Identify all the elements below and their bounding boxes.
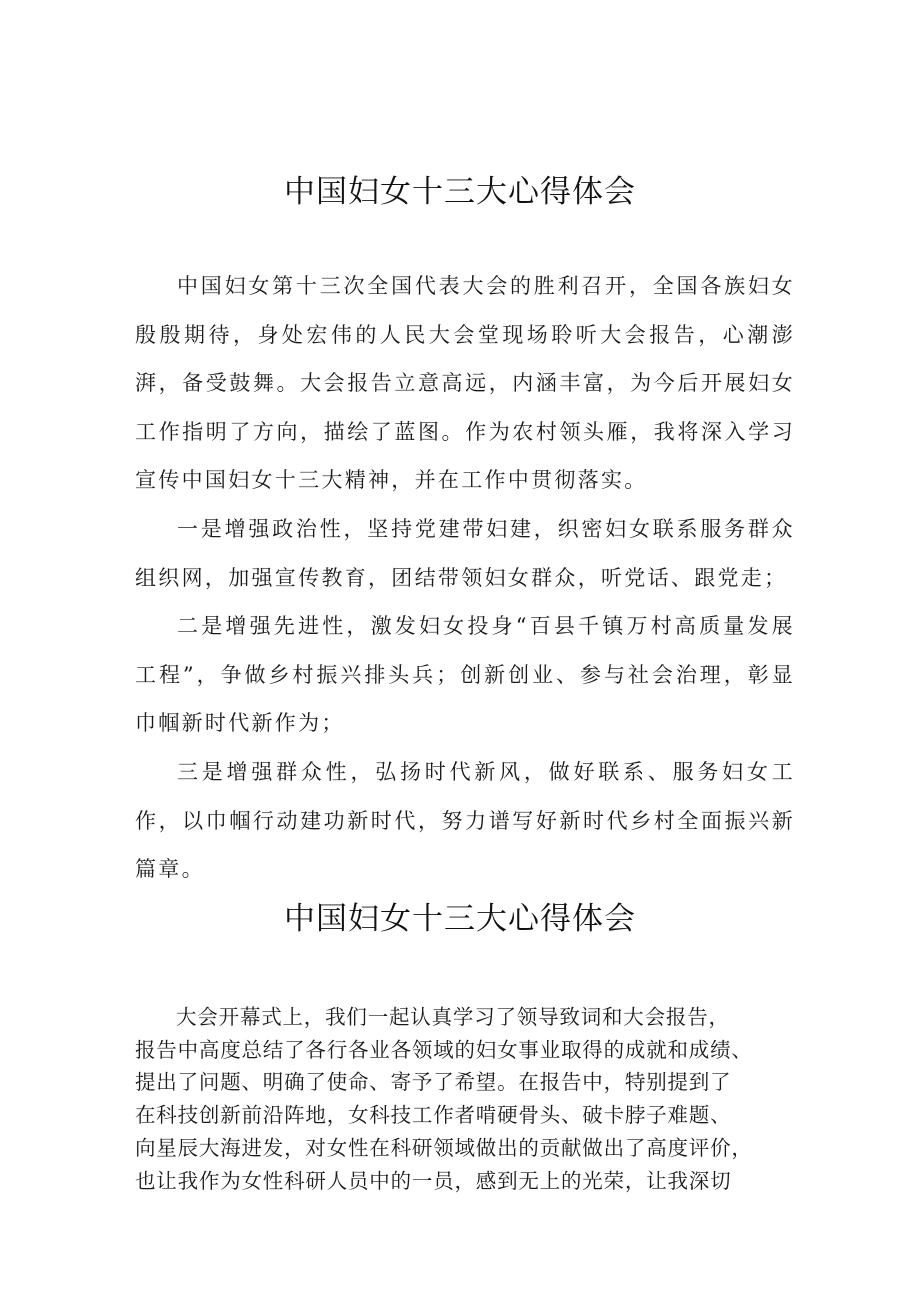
section-1-paragraph-intro: 中国妇女第十三次全国代表大会的胜利召开，全国各族妇女殷殷期待，身处宏伟的人民大会堂现场聆听大会报告，心潮澎湃，备受鼓舞。大会报告立意高远，内涵丰富，为今后开展妇女工作指明了方向，描绘了蓝图。作为农村领头雁，我将深入学习宣传中国妇女十三大精神，并在工作中贯彻落实。 <box>135 274 795 493</box>
section-2-line: 提出了问题、明确了使命、寄予了希望。在报告中，特别提到了 <box>135 1070 732 1095</box>
section-2-line: 大会开幕式上，我们一起认真学习了领导致词和大会报告， <box>176 1005 730 1029</box>
section-1-body <box>135 262 795 894</box>
section-1-paragraph-point-1: 一是增强政治性，坚持党建带妇建，织密妇女联系服务群众组织网，加强宣传教育，团结带领妇女群众，听党话、跟党走； <box>135 516 795 590</box>
section-2-line: 向星辰大海进发，对女性在科研领域做出的贡献做出了高度评价， <box>135 1135 753 1160</box>
section-2-line: 报告中高度总结了各行各业各领域的妇女事业取得的成就和成绩、 <box>135 1037 753 1062</box>
section-1-paragraph-point-2: 二是增强先进性，激发妇女投身“百县千镇万村高质量发展工程”，争做乡村振兴排头兵；创新创业、参与社会治理，彰显巾帼新时代新作为； <box>135 614 795 736</box>
section-2-line: 在科技创新前沿阵地，女科技工作者啃硬骨头、破卡脖子难题、 <box>135 1103 732 1128</box>
section-2-line: 也让我作为女性科研人员中的一员，感到无上的光荣，让我深切 <box>135 1168 732 1193</box>
section-2-title: 中国妇女十三大心得体会 <box>284 901 636 937</box>
section-2-body <box>135 1001 795 1197</box>
section-1-title: 中国妇女十三大心得体会 <box>284 174 636 210</box>
section-1-paragraph-point-3: 三是增强群众性，弘扬时代新风，做好联系、服务妇女工作，以巾帼行动建功新时代，努力谱写好新时代乡村全面振兴新篇章。 <box>135 759 795 882</box>
